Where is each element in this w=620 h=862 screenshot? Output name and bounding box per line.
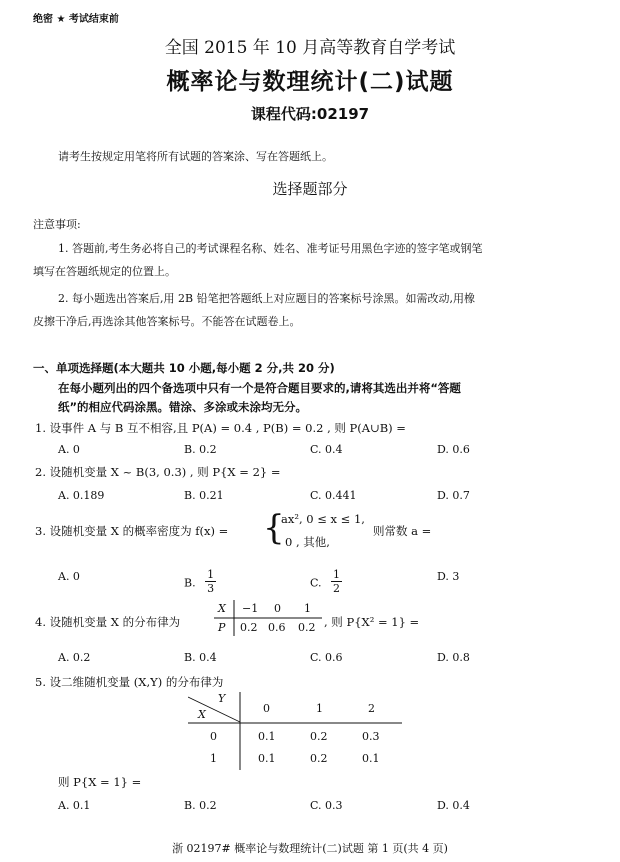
table-cell-0-1: 0.2 — [310, 730, 328, 743]
part1-heading: 一、单项选择题(本大题共 10 小题,每小题 2 分,共 20 分) — [33, 361, 335, 375]
q5-joint-table — [188, 692, 404, 772]
notes-item1-line1: 1. 答题前,考生务必将自己的考试课程名称、姓名、准考证号用黑色字迹的签字笔或钢笔 — [58, 242, 483, 255]
q1-option-b: B. 0.2 — [184, 443, 217, 456]
table-cell-1-1: 0.2 — [310, 752, 328, 765]
dist-x-val-1: −1 — [242, 602, 259, 615]
notes-item1-line2: 填写在答题纸规定的位置上。 — [33, 265, 176, 278]
notes-heading: 注意事项: — [33, 218, 81, 231]
q3-option-b-label: B. — [184, 576, 196, 590]
table-cell-1-0: 0.1 — [258, 752, 276, 765]
frac-denominator: 3 — [207, 582, 215, 595]
q5-stem: 5. 设二维随机变量 (X,Y) 的分布律为 — [35, 675, 224, 689]
dist-p-val-2: 0.6 — [268, 621, 286, 634]
frac-denominator: 2 — [333, 582, 341, 595]
q3-case2: 0 , 其他, — [285, 535, 330, 549]
secret-label: 绝密 ★ 考试结束前 — [33, 14, 119, 25]
notes-item2-line1: 2. 每小题选出答案后,用 2B 铅笔把答题纸上对应题目的答案标号涂黑。如需改动,用橡 — [58, 292, 476, 305]
q4-stem-suffix: , 则 P{X² = 1} = — [324, 615, 420, 629]
table-cell-0-2: 0.3 — [362, 730, 380, 743]
q3-case1: ax², 0 ≤ x ≤ 1, — [281, 512, 365, 526]
q3-option-c-fraction — [331, 568, 342, 595]
table-cell-1-2: 0.1 — [362, 752, 380, 765]
course-code: 课程代码:02197 — [250, 105, 370, 123]
q2-stem: 2. 设随机变量 X ~ B(3, 0.3) , 则 P{X = 2} = — [35, 465, 281, 479]
q5-option-a: A. 0.1 — [58, 799, 91, 812]
q3-option-b — [184, 570, 216, 597]
dist-x-val-3: 1 — [304, 602, 311, 615]
page-footer: 浙 02197# 概率论与数理统计(二)试题 第 1 页(共 4 页) — [172, 842, 448, 855]
q1-option-d: D. 0.6 — [437, 443, 470, 456]
part1-desc-line1: 在每小题列出的四个备选项中只有一个是符合题目要求的,请将其选出并将“答题 — [58, 381, 461, 395]
q2-option-b: B. 0.21 — [184, 489, 224, 502]
table-y-label: Y — [218, 692, 226, 705]
part1-desc-line2: 纸”的相应代码涂黑。错涂、多涂或未涂均无分。 — [58, 400, 308, 414]
notes-item2-line2: 皮擦干净后,再选涂其他答案标号。不能答在试题卷上。 — [33, 315, 301, 328]
q5-option-c: C. 0.3 — [310, 799, 343, 812]
q4-stem-prefix: 4. 设随机变量 X 的分布律为 — [35, 615, 181, 629]
q1-stem: 1. 设事件 A 与 B 互不相容,且 P(A) = 0.4 , P(B) = 0.2 , 则 P(A∪B) = — [35, 421, 406, 435]
q3-option-c-label: C. — [310, 576, 322, 590]
q5-option-b: B. 0.2 — [184, 799, 217, 812]
instruction: 请考生按规定用笔将所有试题的答案涂、写在答题纸上。 — [58, 150, 333, 163]
q3-stem-prefix: 3. 设随机变量 X 的概率密度为 f(x) = — [35, 524, 229, 538]
paper-title: 概率论与数理统计(二)试题 — [166, 69, 454, 95]
q3-option-a: A. 0 — [58, 570, 80, 583]
table-row-1-x: 1 — [210, 752, 217, 765]
q3-stem-suffix: 则常数 a = — [373, 524, 432, 538]
q4-option-a: A. 0.2 — [58, 651, 91, 664]
q2-option-d: D. 0.7 — [437, 489, 470, 502]
q2-option-c: C. 0.441 — [310, 489, 357, 502]
dist-x-label: X — [218, 602, 226, 615]
dist-x-val-2: 0 — [274, 602, 281, 615]
table-col-2: 2 — [368, 702, 375, 715]
q4-option-c: C. 0.6 — [310, 651, 343, 664]
q1-option-a: A. 0 — [58, 443, 80, 456]
exam-title: 全国 2015 年 10 月高等教育自学考试 — [164, 38, 456, 58]
frac-numerator: 1 — [333, 568, 341, 581]
q2-option-a: A. 0.189 — [58, 489, 105, 502]
q5-option-d: D. 0.4 — [437, 799, 470, 812]
q4-option-b: B. 0.4 — [184, 651, 217, 664]
dist-p-val-1: 0.2 — [240, 621, 258, 634]
table-col-0: 0 — [263, 702, 270, 715]
table-col-1: 1 — [316, 702, 323, 715]
q5-stem-after: 则 P{X = 1} = — [58, 775, 142, 789]
frac-numerator: 1 — [207, 568, 215, 581]
table-cell-0-0: 0.1 — [258, 730, 276, 743]
dist-p-val-3: 0.2 — [298, 621, 316, 634]
dist-p-label: P — [218, 621, 226, 634]
q3-option-b-fraction — [205, 568, 216, 595]
section-title: 选择题部分 — [272, 180, 348, 198]
q3-brace: { — [263, 508, 285, 548]
q3-option-c — [310, 570, 342, 597]
table-x-label: X — [198, 708, 206, 721]
table-row-0-x: 0 — [210, 730, 217, 743]
q4-option-d: D. 0.8 — [437, 651, 470, 664]
q1-option-c: C. 0.4 — [310, 443, 343, 456]
q3-option-d: D. 3 — [437, 570, 460, 583]
